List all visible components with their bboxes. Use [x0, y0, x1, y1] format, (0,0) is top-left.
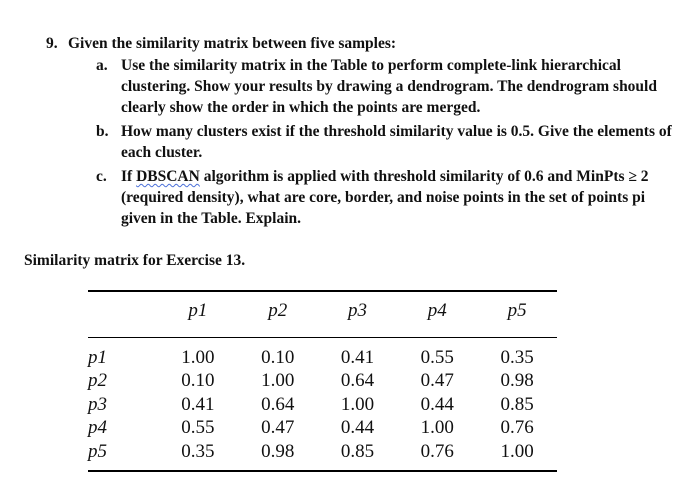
- table-cell: 1.00: [420, 417, 454, 439]
- table-cell: 1.00: [181, 346, 215, 368]
- table-cell: 0.41: [181, 393, 215, 415]
- row-label: p3: [88, 393, 107, 415]
- table-cell: 0.76: [500, 417, 534, 439]
- table-cell: 0.98: [261, 440, 295, 462]
- question-part-c: [96, 166, 676, 229]
- column-header: p2: [268, 300, 288, 321]
- part-text-post: algorithm is applied with threshold similarity of 0.6 and MinPts ≥ 2 (required density), what are core, border, and noise points in the set of points pi given in the Table. Explain.: [121, 168, 649, 227]
- table-row: [88, 440, 557, 464]
- table-cell: 0.10: [181, 370, 215, 392]
- table-cell: 0.41: [340, 346, 375, 368]
- table-cell: 0.98: [500, 370, 534, 392]
- column-header: p3: [347, 300, 367, 321]
- part-letter: b.: [96, 123, 109, 140]
- table-cell: 0.47: [261, 417, 295, 439]
- question-part-b: [96, 121, 676, 163]
- part-text: How many clusters exist if the threshold similarity value is 0.5. Give the elements of each cluster.: [121, 123, 672, 161]
- table-caption: Similarity matrix for Exercise 13.: [24, 252, 246, 269]
- table-cell: 1.00: [261, 370, 295, 392]
- part-text: Use the similarity matrix in the Table to perform complete-link hierarchical clustering. Show your results by drawing a dendrogram. The dendrogram should clearly show the order in which the points are merged.: [121, 57, 657, 116]
- question-parts: [96, 55, 676, 229]
- question-number: 9.: [46, 35, 58, 52]
- spellcheck-flagged-word: DBSCAN: [136, 168, 200, 185]
- column-header: p4: [427, 300, 447, 321]
- table-cell: 0.76: [420, 440, 454, 462]
- table-cell: 1.00: [340, 393, 375, 415]
- row-label: p2: [88, 370, 107, 392]
- table-bottom-rule: [88, 470, 557, 472]
- question-block: [46, 33, 676, 232]
- table-body: [88, 346, 557, 464]
- table-header: [88, 292, 557, 328]
- row-label: p4: [88, 417, 107, 439]
- table-row: [88, 417, 557, 441]
- column-header: p5: [507, 300, 527, 321]
- table-cell: 0.35: [500, 346, 534, 368]
- table-row: [88, 346, 557, 370]
- part-letter: a.: [96, 57, 108, 74]
- row-label: p5: [88, 440, 107, 462]
- header-row: [88, 292, 557, 328]
- table-cell: 0.44: [340, 417, 375, 439]
- table-cell: 0.55: [181, 417, 215, 439]
- table-cell: 0.44: [420, 393, 454, 415]
- table-cell: 0.85: [500, 393, 534, 415]
- table-cell: 0.55: [420, 346, 454, 368]
- question-intro: Given the similarity matrix between five samples:: [68, 35, 397, 52]
- table-row: [88, 370, 557, 394]
- table-mid-rule: [88, 337, 557, 338]
- header-corner: [88, 292, 158, 328]
- table-cell: 0.35: [181, 440, 215, 462]
- table-cell: 0.47: [420, 370, 454, 392]
- table-cell: 1.00: [500, 440, 534, 462]
- part-text: [121, 166, 676, 229]
- question-header: [46, 33, 676, 54]
- column-header: p1: [188, 300, 208, 321]
- table-row: [88, 393, 557, 417]
- table-cell: 0.10: [261, 346, 295, 368]
- question-part-a: [96, 55, 676, 118]
- table-cell: 0.64: [261, 393, 295, 415]
- similarity-matrix-table: [88, 290, 557, 472]
- row-label: p1: [88, 346, 107, 368]
- table-cell: 0.85: [340, 440, 375, 462]
- part-text-pre: If: [121, 168, 137, 185]
- part-letter: c.: [96, 168, 107, 185]
- table-cell: 0.64: [340, 370, 375, 392]
